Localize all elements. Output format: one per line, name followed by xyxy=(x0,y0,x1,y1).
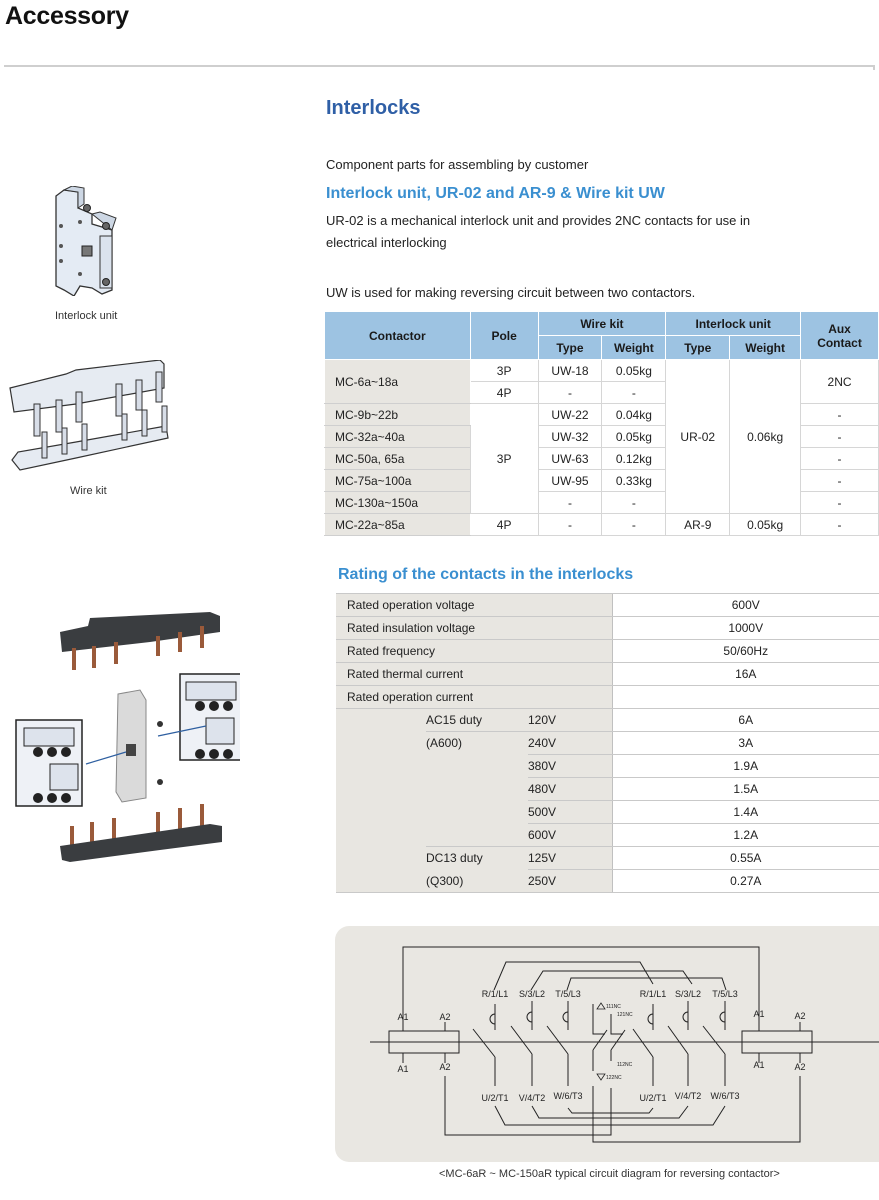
triangle-down-icon xyxy=(597,1074,605,1080)
right-term-t3: W/6/T3 xyxy=(710,1091,740,1101)
interlock-unit-subtitle: Interlock unit, UR-02 and AR-9 & Wire kit UW xyxy=(326,185,665,202)
voltage: 250V xyxy=(528,870,612,893)
cell-wk-type: UW-18 xyxy=(538,360,602,382)
interlock-unit-image xyxy=(50,186,122,296)
cell-wk-weight: - xyxy=(602,514,666,536)
circuit-diagram xyxy=(335,926,879,1162)
cell-contactor: MC-50a, 65a xyxy=(325,448,471,470)
ac15-code: (A600) xyxy=(426,732,528,847)
cell-wk-type: - xyxy=(538,382,602,404)
current: 6A xyxy=(612,709,879,732)
header-iu-type: Type xyxy=(666,336,730,360)
cell-wk-weight: - xyxy=(602,382,666,404)
rating-row xyxy=(336,617,879,640)
wire-kit-image xyxy=(6,360,170,472)
cell-pole: 3P xyxy=(470,404,538,514)
left-term-l1: R/1/L1 xyxy=(481,989,509,999)
rating-table xyxy=(336,593,879,893)
header-interlock-unit: Interlock unit xyxy=(666,312,801,336)
title-divider xyxy=(4,65,874,67)
ur02-description-line1: UR-02 is a mechanical interlock unit and provides 2NC contacts for use in xyxy=(326,213,751,228)
voltage: 480V xyxy=(528,778,612,801)
page-title: Accessory xyxy=(5,2,129,30)
cell-aux: - xyxy=(801,404,879,426)
cell-wk-weight: 0.05kg xyxy=(602,360,666,382)
cell-wk-weight: 0.12kg xyxy=(602,448,666,470)
header-wk-type: Type xyxy=(538,336,602,360)
rating-row xyxy=(336,594,879,617)
header-pole: Pole xyxy=(470,312,538,360)
cell-wk-type: UW-95 xyxy=(538,470,602,492)
voltage: 125V xyxy=(528,847,612,870)
nc-label-111: 111NC xyxy=(606,1004,621,1010)
table-row xyxy=(325,514,879,536)
cell-contactor: MC-130a~150a xyxy=(325,492,471,514)
cell-pole: 3P xyxy=(470,360,538,382)
header-wk-weight: Weight xyxy=(602,336,666,360)
left-term-t3: W/6/T3 xyxy=(553,1091,583,1101)
right-coil-a2-bottom: A2 xyxy=(794,1062,806,1072)
header-wire-kit: Wire kit xyxy=(538,312,666,336)
rating-value: 50/60Hz xyxy=(612,640,879,663)
cell-wk-type: - xyxy=(538,514,602,536)
current: 1.2A xyxy=(612,824,879,847)
right-term-l3: T/5/L3 xyxy=(712,989,738,999)
cell-pole: 4P xyxy=(470,514,538,536)
ac15-duty-label: AC15 duty xyxy=(426,709,528,732)
nc-label-121: 121NC xyxy=(617,1012,633,1018)
cell-aux: - xyxy=(801,448,879,470)
rating-indent xyxy=(336,709,426,893)
triangle-up-icon xyxy=(597,1003,605,1009)
nc-label-112: 112NC xyxy=(617,1062,633,1068)
rating-row xyxy=(336,640,879,663)
cell-wk-type: UW-63 xyxy=(538,448,602,470)
interlock-spec-table xyxy=(324,311,879,536)
right-coil-a2-top: A2 xyxy=(794,1011,806,1021)
ur02-description-line2: electrical interlocking xyxy=(326,235,447,250)
cell-aux: - xyxy=(801,514,879,536)
right-term-l1: R/1/L1 xyxy=(639,989,667,999)
interlock-unit-label: Interlock unit xyxy=(55,310,118,322)
left-term-t2: V/4/T2 xyxy=(518,1093,546,1103)
rating-label: Rated thermal current xyxy=(336,663,612,686)
left-coil-a1-top: A1 xyxy=(397,1012,409,1022)
uw-description: UW is used for making reversing circuit between two contactors. xyxy=(326,285,696,300)
diagram-caption: <MC-6aR ~ MC-150aR typical circuit diagram for reversing contactor> xyxy=(439,1168,780,1180)
table-row xyxy=(325,360,879,382)
cell-wk-weight: 0.04kg xyxy=(602,404,666,426)
cell-contactor: MC-22a~85a xyxy=(325,514,471,536)
rating-label: Rated frequency xyxy=(336,640,612,663)
ur02-description xyxy=(326,210,750,254)
cell-contactor: MC-6a~18a xyxy=(325,360,471,404)
rating-label: Rated insulation voltage xyxy=(336,617,612,640)
header-contactor: Contactor xyxy=(325,312,471,360)
left-coil-a2-top: A2 xyxy=(439,1012,451,1022)
cell-wk-type: UW-32 xyxy=(538,426,602,448)
dc13-duty-label: DC13 duty xyxy=(426,847,528,870)
cell-wk-weight: 0.33kg xyxy=(602,470,666,492)
nc-label-122: 122NC xyxy=(606,1075,622,1081)
cell-iu-weight: 0.06kg xyxy=(730,360,801,514)
header-aux-line1: Aux xyxy=(828,321,851,336)
cell-iu-type: AR-9 xyxy=(666,514,730,536)
left-term-l2: S/3/L2 xyxy=(518,989,546,999)
current: 3A xyxy=(612,732,879,755)
rating-row xyxy=(336,686,879,709)
cell-wk-weight: - xyxy=(602,492,666,514)
rating-value: 600V xyxy=(612,594,879,617)
cell-aux: - xyxy=(801,492,879,514)
section-title: Interlocks xyxy=(326,97,421,119)
voltage: 600V xyxy=(528,824,612,847)
voltage: 240V xyxy=(528,732,612,755)
left-coil-a2-bottom: A2 xyxy=(439,1062,451,1072)
left-term-l3: T/5/L3 xyxy=(555,989,581,999)
rating-row xyxy=(336,709,879,732)
cell-contactor: MC-32a~40a xyxy=(325,426,471,448)
voltage: 380V xyxy=(528,755,612,778)
wire-kit-label: Wire kit xyxy=(70,485,107,497)
right-term-t2: V/4/T2 xyxy=(674,1091,702,1101)
rating-row xyxy=(336,663,879,686)
left-term-t1: U/2/T1 xyxy=(481,1093,509,1103)
cell-aux: - xyxy=(801,426,879,448)
intro-text: Component parts for assembling by customer xyxy=(326,157,589,172)
header-aux-line2: Contact xyxy=(817,335,862,350)
voltage: 500V xyxy=(528,801,612,824)
rating-title: Rating of the contacts in the interlocks xyxy=(338,566,634,583)
cell-pole: 4P xyxy=(470,382,538,404)
current: 1.4A xyxy=(612,801,879,824)
cell-wk-type: UW-22 xyxy=(538,404,602,426)
cell-contactor: MC-75a~100a xyxy=(325,470,471,492)
reversing-assembly-image xyxy=(10,612,240,867)
cell-wk-type: - xyxy=(538,492,602,514)
voltage: 120V xyxy=(528,709,612,732)
title-divider-end xyxy=(873,65,875,70)
right-term-t1: U/2/T1 xyxy=(639,1093,667,1103)
right-coil-a1-top: A1 xyxy=(753,1009,765,1019)
cell-iu-type: UR-02 xyxy=(666,360,730,514)
header-iu-weight: Weight xyxy=(730,336,801,360)
current: 1.9A xyxy=(612,755,879,778)
rating-value: 16A xyxy=(612,663,879,686)
cell-iu-weight: 0.05kg xyxy=(730,514,801,536)
header-aux-contact xyxy=(801,312,879,360)
current: 0.27A xyxy=(612,870,879,893)
left-coil-a1-bottom: A1 xyxy=(397,1064,409,1074)
dc13-code: (Q300) xyxy=(426,870,528,893)
cell-contactor: MC-9b~22b xyxy=(325,404,471,426)
current: 0.55A xyxy=(612,847,879,870)
rating-value xyxy=(612,686,879,709)
right-coil-a1-bottom: A1 xyxy=(753,1060,765,1070)
rating-label: Rated operation voltage xyxy=(336,594,612,617)
cell-wk-weight: 0.05kg xyxy=(602,426,666,448)
cell-aux: 2NC xyxy=(801,360,879,404)
rating-value: 1000V xyxy=(612,617,879,640)
rating-label: Rated operation current xyxy=(336,686,612,709)
cell-aux: - xyxy=(801,470,879,492)
right-term-l2: S/3/L2 xyxy=(674,989,702,999)
current: 1.5A xyxy=(612,778,879,801)
